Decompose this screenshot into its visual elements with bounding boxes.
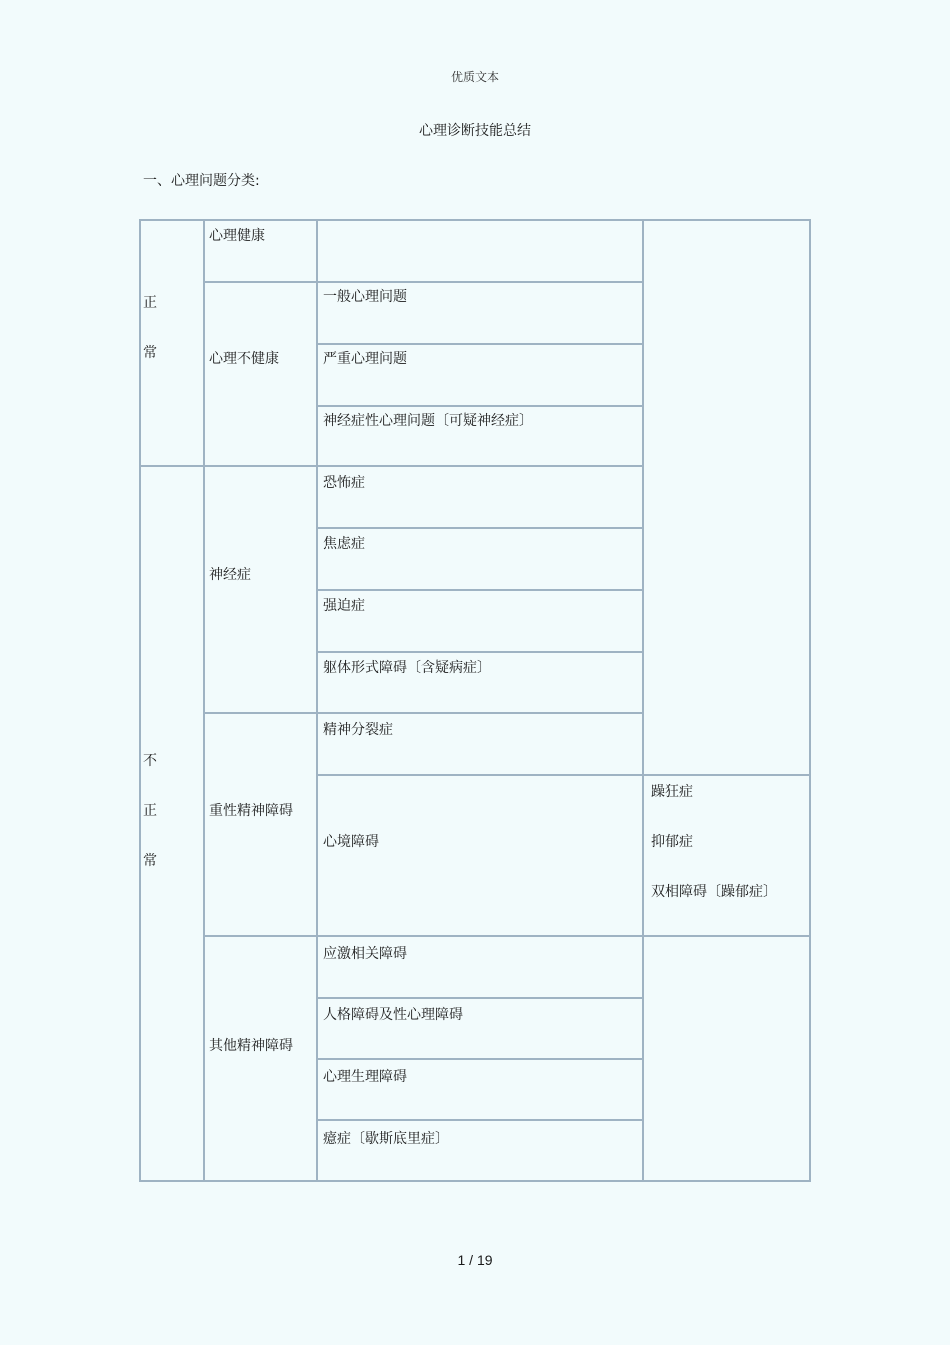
abnormal-label-char: 常 [143,853,157,869]
item-hysteria: 癔症〔歇斯底里症〕 [323,1131,449,1147]
col1-abnormal-cell [139,465,205,1182]
col3-row [316,465,644,529]
item-general-problem: 一般心理问题 [323,289,407,305]
item-neurotic-problem: 神经症性心理问题〔可疑神经症〕 [323,413,533,429]
category-other-mental-disorder: 其他精神障碍 [209,1038,293,1054]
item-somatoform: 躯体形式障碍〔含疑病症〕 [323,660,491,676]
subtype-mania: 躁狂症 [651,784,693,800]
col3-row [316,527,644,591]
col2-other-cell [203,935,318,1182]
col4-empty-bottom-cell [642,935,811,1182]
col2-neurosis-cell [203,465,318,714]
page-number: 1 / 19 [457,1252,493,1268]
item-schizophrenia: 精神分裂症 [323,722,393,738]
document-title: 心理诊断技能总结 [419,123,531,139]
item-ocd: 强迫症 [323,598,365,614]
col3-row [316,589,644,653]
subtype-depression: 抑郁症 [651,834,693,850]
item-stress-disorder: 应激相关障碍 [323,946,407,962]
col3-empty-cell [316,219,644,283]
subtype-bipolar: 双相障碍〔躁郁症〕 [651,884,777,900]
col1-normal-cell [139,219,205,467]
item-psychophysiological-disorder: 心理生理障碍 [323,1069,407,1085]
category-healthy: 心理健康 [209,228,265,244]
item-personality-disorder: 人格障碍及性心理障碍 [323,1007,463,1023]
normal-label-char: 正 [143,295,157,311]
item-mood-disorder: 心境障碍 [323,834,379,850]
normal-label-char: 常 [143,345,157,361]
item-phobia: 恐怖症 [323,475,365,491]
page-header: 优质文本 [450,70,499,84]
item-serious-problem: 严重心理问题 [323,351,407,367]
col2-unhealthy-cell [203,281,318,467]
abnormal-label-char: 不 [143,753,157,769]
category-neurosis: 神经症 [209,567,251,583]
col2-severe-cell [203,712,318,937]
abnormal-label-char: 正 [143,803,157,819]
col3-row [316,1119,644,1182]
category-unhealthy: 心理不健康 [209,351,279,367]
col4-empty-top-cell [642,219,811,776]
category-severe-mental-disorder: 重性精神障碍 [209,803,293,819]
col3-row [316,774,644,937]
item-anxiety: 焦虑症 [323,536,365,552]
section-heading: 一、心理问题分类: [143,173,260,189]
